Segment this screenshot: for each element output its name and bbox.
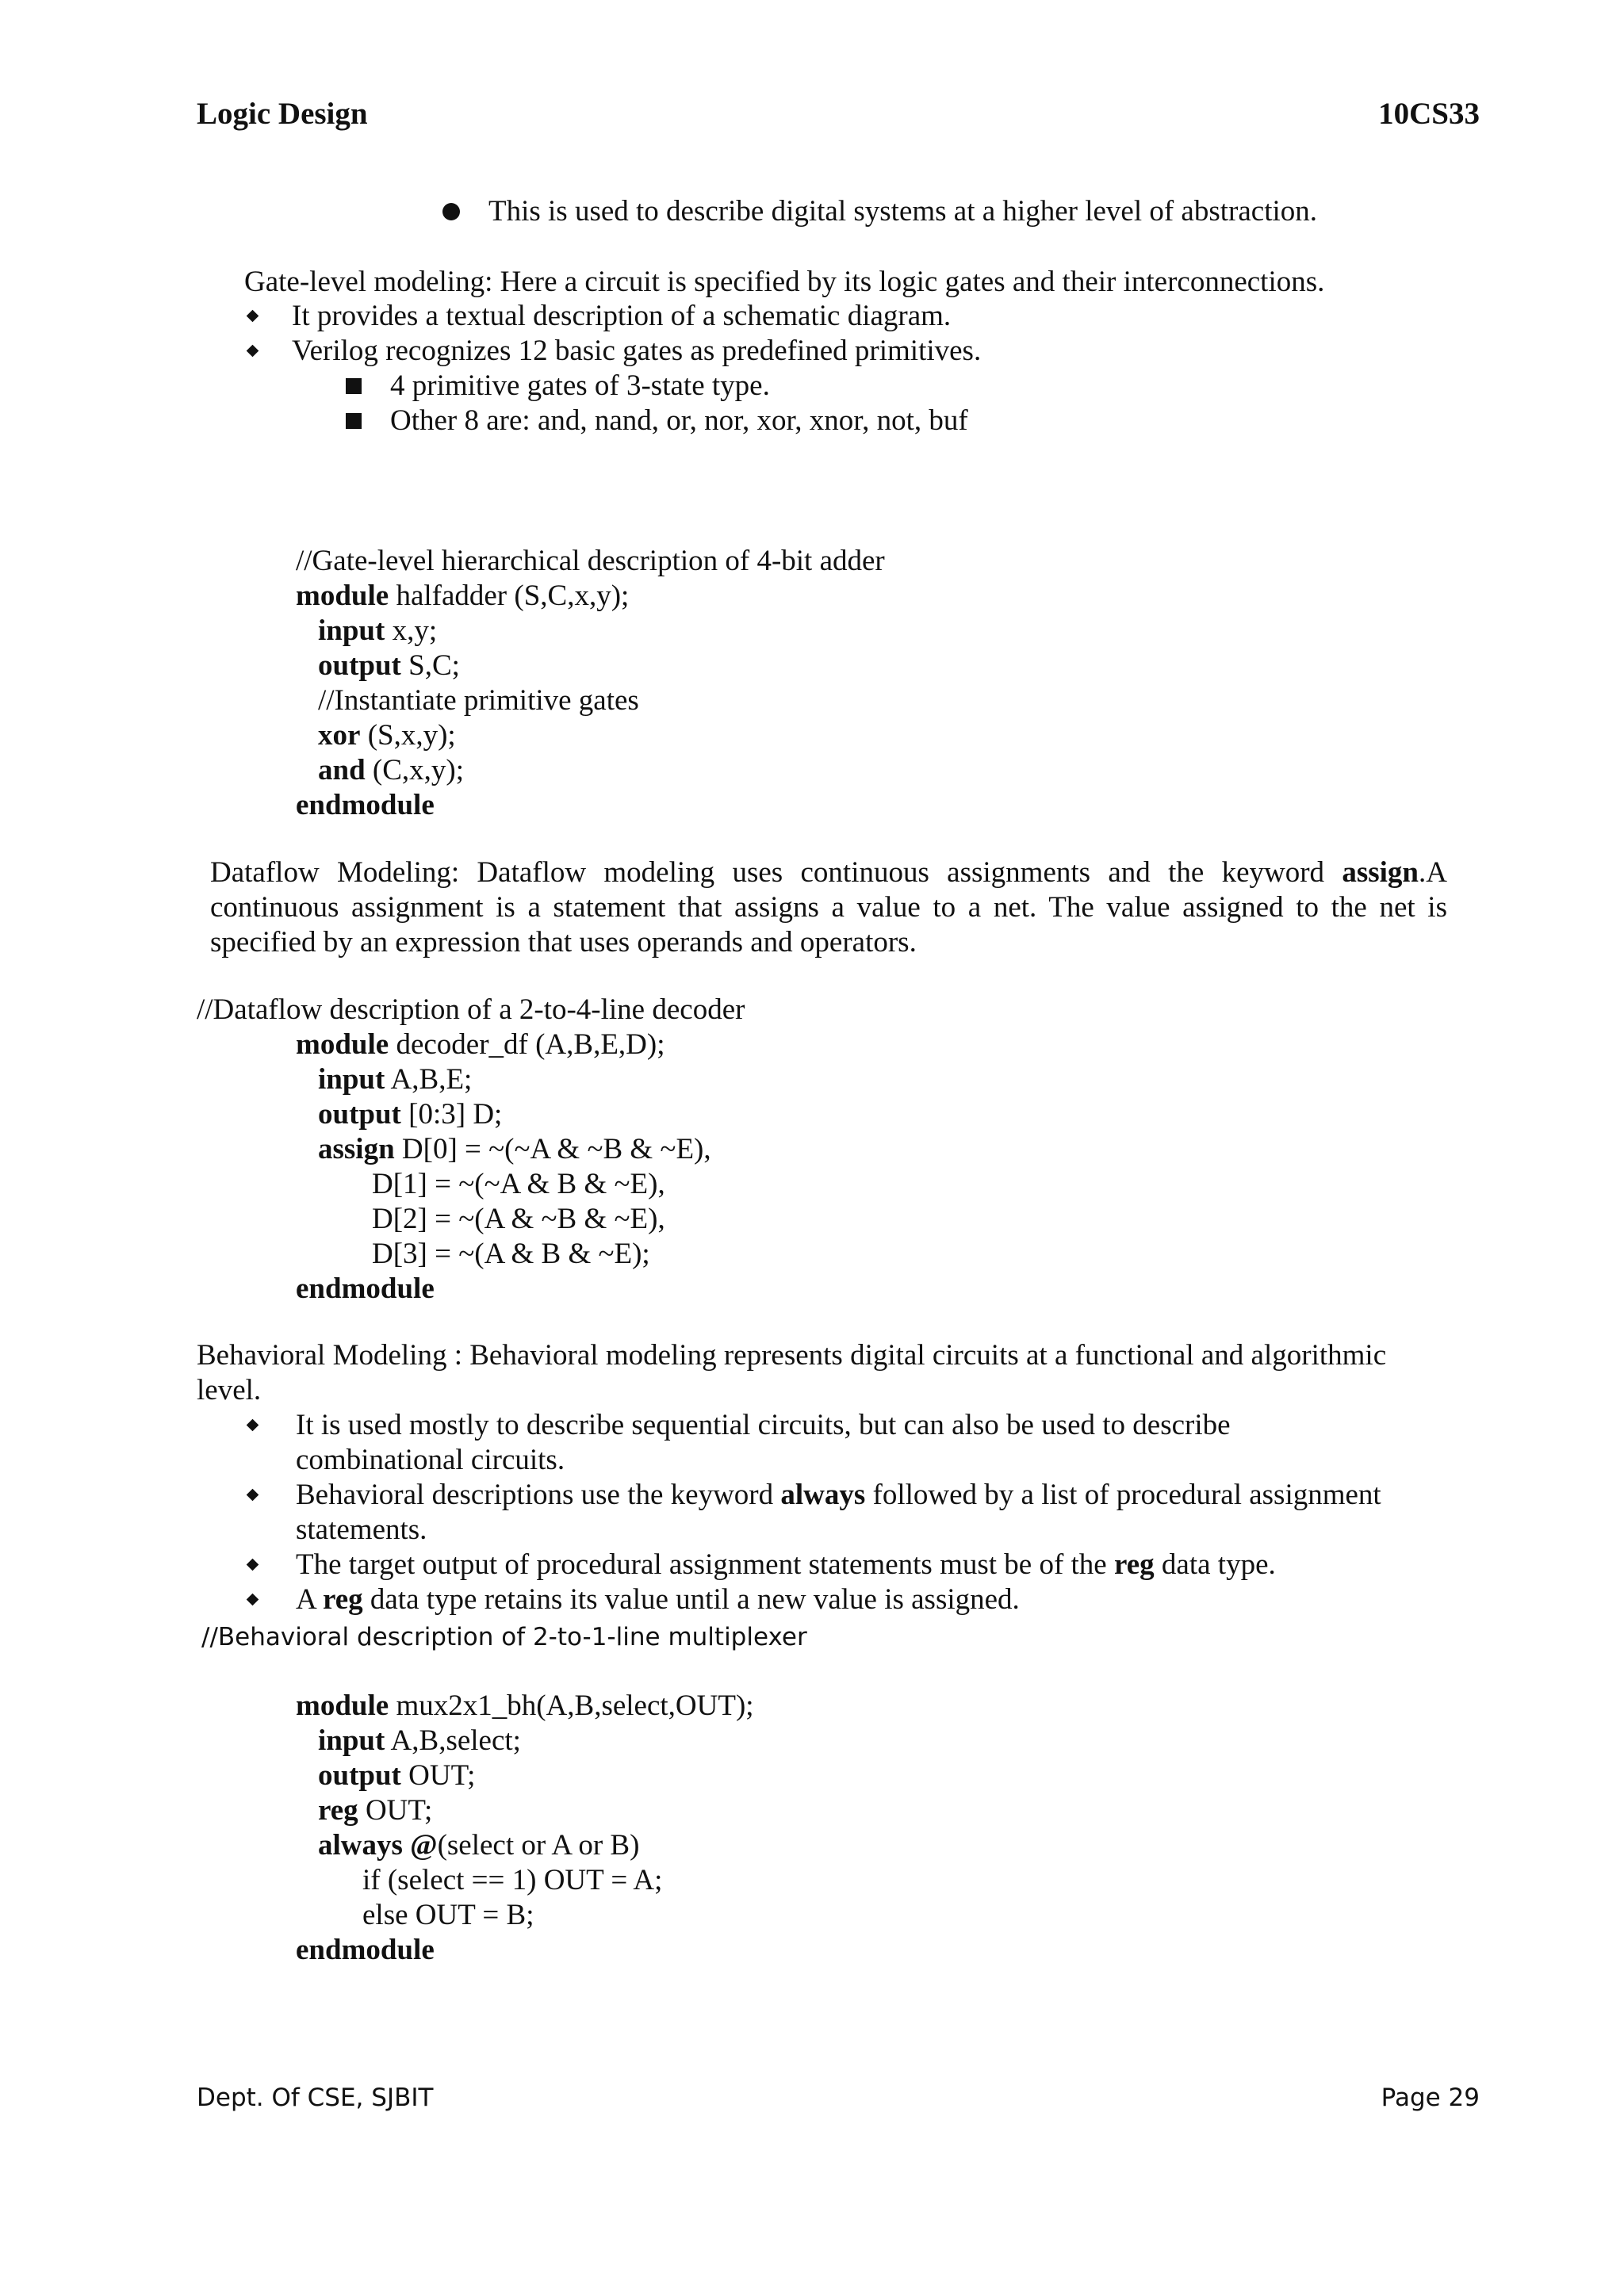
- footer-department: Dept. Of CSE, SJBIT: [197, 2084, 434, 2112]
- code-line: output OUT;: [318, 1759, 476, 1792]
- bullet-text: A reg data type retains its value until a new value is assigned.: [296, 1583, 1020, 1616]
- code-line: input A,B,select;: [318, 1724, 521, 1757]
- code-line: endmodule: [296, 1934, 435, 1966]
- code-line: D[2] = ~(A & ~B & ~E),: [372, 1203, 665, 1235]
- diamond-bullet-icon: [247, 1419, 259, 1432]
- bullet-text-continued: combinational circuits.: [296, 1444, 565, 1476]
- diamond-bullet-icon: [247, 345, 259, 358]
- code-line: endmodule: [296, 1272, 435, 1305]
- diamond-bullet-icon: [247, 1489, 259, 1502]
- behavioral-heading: Behavioral Modeling : Behavioral modeling represents digital circuits at a functional and algorithmic level.: [197, 1339, 1387, 1406]
- bullet-text-continued: statements.: [296, 1513, 427, 1546]
- square-bullet-icon: [346, 378, 362, 394]
- intro-bullet-text: This is used to describe digital systems at a higher level of abstraction.: [488, 195, 1317, 228]
- code-line: output S,C;: [318, 649, 460, 682]
- header-title: Logic Design: [197, 97, 368, 131]
- bullet-dot-icon: [442, 203, 460, 220]
- code-line: always @(select or A or B): [318, 1829, 640, 1862]
- bullet-text: Verilog recognizes 12 basic gates as predefined primitives.: [292, 335, 982, 367]
- code-line: input A,B,E;: [318, 1063, 473, 1096]
- square-bullet-icon: [346, 413, 362, 429]
- code-comment: //Gate-level hierarchical description of 4-bit adder: [296, 545, 885, 577]
- code-line: and (C,x,y);: [318, 754, 465, 786]
- footer-page-number: Page 29: [1381, 2084, 1480, 2112]
- behavioral-code-comment: //Behavioral description of 2-to-1-line multiplexer: [201, 1623, 807, 1651]
- code-line: if (select == 1) OUT = A;: [362, 1864, 663, 1896]
- code-line: module decoder_df (A,B,E,D);: [296, 1028, 665, 1061]
- sub-bullet-text: 4 primitive gates of 3-state type.: [390, 369, 770, 402]
- code-line: D[1] = ~(~A & B & ~E),: [372, 1168, 665, 1200]
- code-line: module halfadder (S,C,x,y);: [296, 580, 630, 612]
- code-line: assign D[0] = ~(~A & ~B & ~E),: [318, 1133, 711, 1165]
- header-course-code: 10CS33: [1378, 97, 1480, 131]
- code-comment: //Dataflow description of a 2-to-4-line decoder: [197, 993, 745, 1026]
- code-line: endmodule: [296, 789, 435, 821]
- bullet-text: It provides a textual description of a schematic diagram.: [292, 300, 952, 332]
- code-line: module mux2x1_bh(A,B,select,OUT);: [296, 1689, 754, 1722]
- gate-level-heading: Gate-level modeling: Here a circuit is specified by its logic gates and their interconnections.: [244, 266, 1325, 298]
- code-line: D[3] = ~(A & B & ~E);: [372, 1238, 650, 1270]
- bullet-text: The target output of procedural assignment statements must be of the reg data type.: [296, 1548, 1276, 1581]
- diamond-bullet-icon: [247, 310, 259, 323]
- diamond-bullet-icon: [247, 1559, 259, 1571]
- bullet-text: Behavioral descriptions use the keyword always followed by a list of procedural assignment: [296, 1479, 1381, 1511]
- code-line: input x,y;: [318, 614, 438, 647]
- dataflow-paragraph: Dataflow Modeling: Dataflow modeling uses continuous assignments and the keyword assign.A continuous assignment is a statement that assigns a value to a net. The value assigned to the net is specified by an expression that uses operands and operators.: [210, 856, 1447, 959]
- bullet-text: It is used mostly to describe sequential circuits, but can also be used to describe: [296, 1409, 1231, 1441]
- code-line: output [0:3] D;: [318, 1098, 503, 1131]
- diamond-bullet-icon: [247, 1594, 259, 1606]
- code-line: reg OUT;: [318, 1794, 433, 1827]
- code-line: else OUT = B;: [362, 1899, 534, 1931]
- code-line: xor (S,x,y);: [318, 719, 456, 752]
- code-line: //Instantiate primitive gates: [318, 684, 639, 717]
- sub-bullet-text: Other 8 are: and, nand, or, nor, xor, xnor, not, buf: [390, 404, 968, 437]
